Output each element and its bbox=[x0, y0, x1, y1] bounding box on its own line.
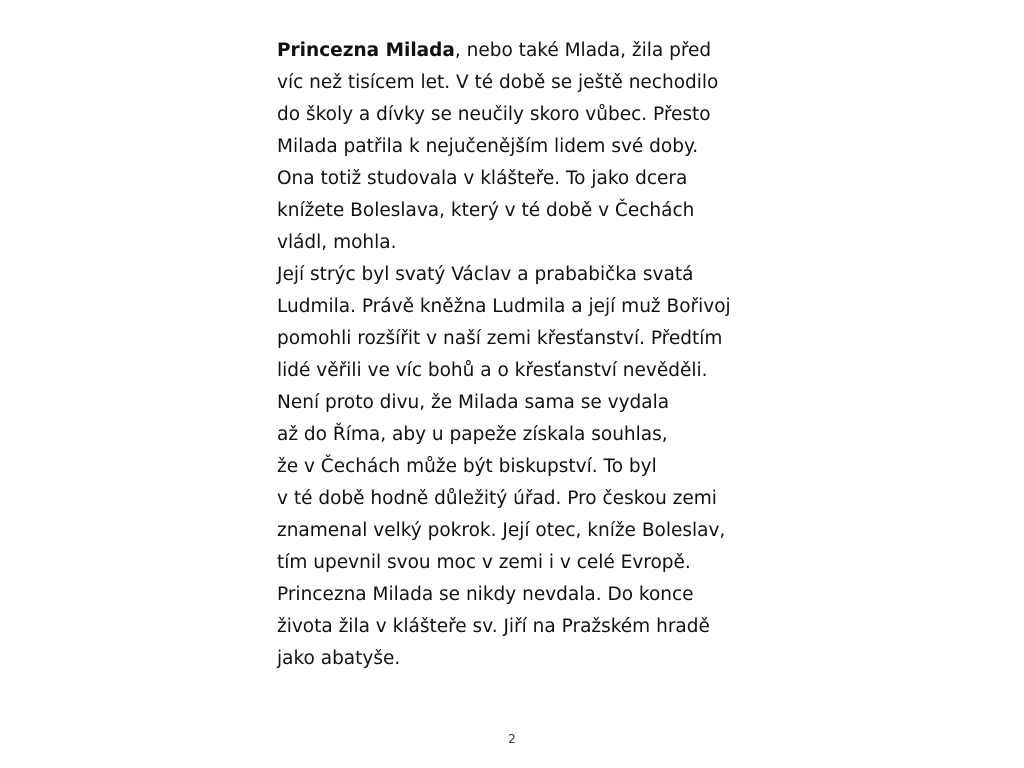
text-line: Její strýc byl svatý Václav a prababička svatá bbox=[277, 264, 694, 285]
text-line: tím upevnil svou moc v zemi i v celé Evropě. bbox=[277, 552, 691, 573]
text-line: do školy a dívky se neučily skoro vůbec. Přesto bbox=[277, 104, 711, 125]
page-number: 2 bbox=[508, 732, 516, 746]
text-line: Milada patřila k nejučenějším lidem své doby. bbox=[277, 136, 699, 157]
text-line: vládl, mohla. bbox=[277, 232, 397, 253]
text-line: Není proto divu, že Milada sama se vydala bbox=[277, 392, 670, 413]
text-line: života žila v klášteře sv. Jiří na Pražském hradě bbox=[277, 616, 710, 637]
text-line: jako abatyše. bbox=[277, 648, 401, 669]
text-line: lidé věřili ve víc bohů a o křesťanství nevěděli. bbox=[277, 360, 708, 381]
text-line-rest: , nebo také Mlada, žila před bbox=[454, 40, 712, 61]
text-line: knížete Boleslava, který v té době v Čechách bbox=[277, 200, 695, 221]
heading-name: Princezna Milada bbox=[277, 40, 455, 61]
body-text bbox=[277, 35, 797, 675]
text-line: Ludmila. Právě kněžna Ludmila a její muž Bořivoj bbox=[277, 296, 731, 317]
text-line: Princezna Milada se nikdy nevdala. Do konce bbox=[277, 584, 694, 605]
text-line: že v Čechách může být biskupství. To byl bbox=[277, 456, 657, 477]
text-line: pomohli rozšířit v naší zemi křesťanství. Předtím bbox=[277, 328, 723, 349]
text-line bbox=[277, 35, 797, 67]
text-line: Ona totiž studovala v klášteře. To jako dcera bbox=[277, 168, 688, 189]
text-line: víc než tisícem let. V té době se ještě nechodilo bbox=[277, 72, 719, 93]
text-line: až do Říma, aby u papeže získala souhlas, bbox=[277, 424, 668, 445]
text-line: znamenal velký pokrok. Její otec, kníže Boleslav, bbox=[277, 520, 726, 541]
text-line: v té době hodně důležitý úřad. Pro českou zemi bbox=[277, 488, 717, 509]
